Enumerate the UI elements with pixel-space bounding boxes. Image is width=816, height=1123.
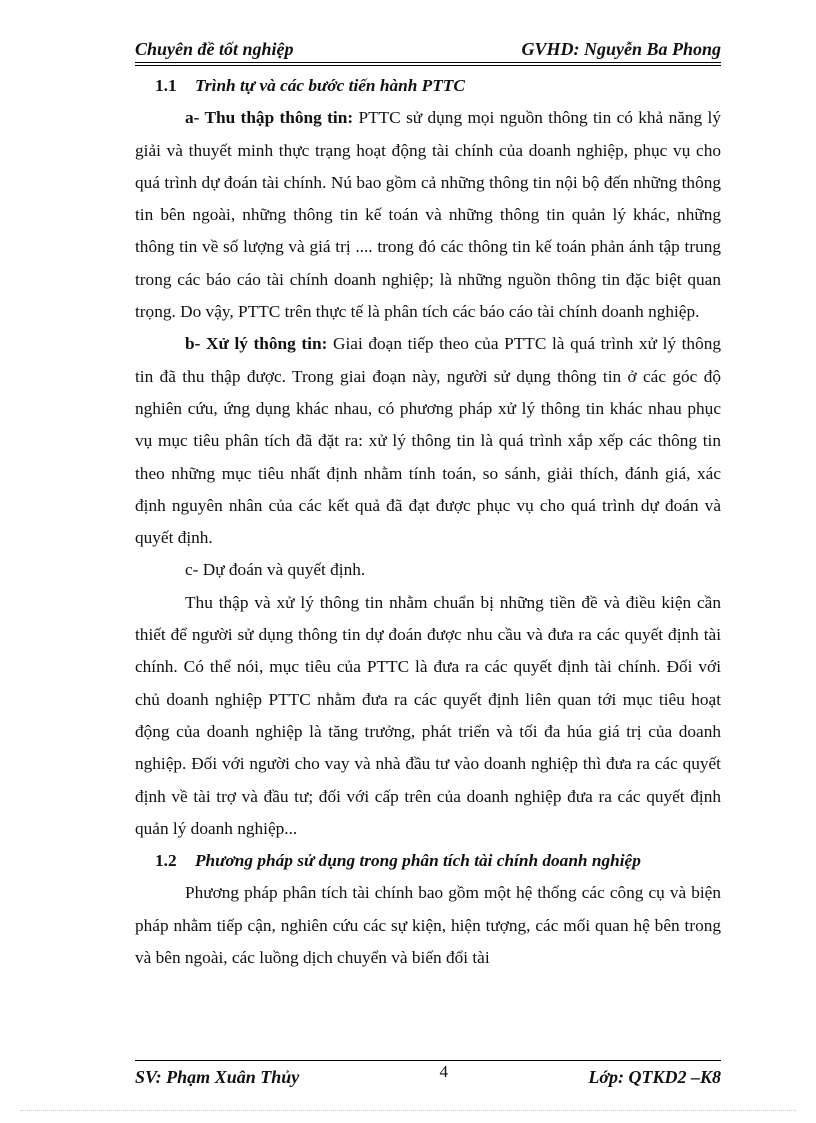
page-header	[135, 38, 721, 60]
paragraph-methods: Phương pháp phân tích tài chính bao gồm một hệ thống các công cụ và biện pháp nhằm tiếp cận, nghiên cứu các sự kiện, hiện tượng, các mối quan hệ bên trong và bên ngoài, các luồng dịch chuyển và biến đổi tài	[135, 883, 721, 968]
header-divider-thin	[135, 65, 721, 66]
footer-student: SV: Phạm Xuân Thủy	[135, 1067, 300, 1087]
section-title: Phương pháp sử dụng trong phân tích tài chính doanh nghiệp	[195, 851, 641, 871]
paragraph-forecast-body: Thu thập và xử lý thông tin nhằm chuẩn bị những tiền đề và điều kiện cần thiết để người sử dụng thông tin dự đoán được nhu cầu và đưa ra các quyết định tài chính. Có thể nói, mục tiêu của PTTC là đưa ra các quyết định tài chính. Đối với chủ doanh nghiệp PTTC nhằm đưa ra các quyết định liên quan tới mục tiêu hoạt động của doanh nghiệp là tăng trưởng, phát triển và tối đa húa giá trị của doanh nghiệp. Đối với người cho vay và nhà đầu tư vào doanh nghiệp thì đưa ra các quyết định về tài trợ và đầu tư; đối với cấp trên của doanh nghiệp đưa ra các quyết định quản lý doanh nghiệp...	[135, 592, 721, 838]
page-number: 4	[439, 1062, 449, 1081]
header-title: Chuyên đề tốt nghiệp	[135, 39, 294, 59]
section-title: Trình tự và các bước tiến hành PTTC	[195, 76, 465, 95]
paragraph-collect-info	[135, 102, 721, 328]
section-heading-1-2	[135, 845, 721, 877]
header-supervisor: GVHD: Nguyễn Ba Phong	[521, 39, 721, 59]
header-divider	[135, 62, 721, 63]
paragraph-text: PTTC sử dụng mọi nguồn thông tin có khả năng lý giải và thuyết minh thực trạng hoạt động tài chính của doanh nghiệp, phục vụ cho quá trình dự đoán tài chính. Nú bao gồm cả những thông tin nội bộ đến những thông tin bên ngoài, những thông tin kế toán và những thông tin quản lý khác, những thông tin về số lượng và giá trị .... trong đó các thông tin kế toán phản ánh tập trung trong các báo cáo tài chính doanh nghiệp; là những nguồn thông tin đặc biệt quan trọng. Do vậy, PTTC trên thực tế là phân tích các báo cáo tài chính doanh nghiệp.	[135, 108, 721, 322]
footer-class: Lớp: QTKD2 –K8	[588, 1067, 721, 1087]
paragraph-forecast-heading: c- Dự đoán và quyết định.	[185, 560, 366, 580]
paragraph-lead: a- Thu thập thông tin:	[185, 108, 354, 128]
page-footer	[135, 1064, 721, 1088]
section-number: 1.2	[155, 851, 177, 871]
section-number: 1.1	[155, 76, 177, 95]
section-heading-1-1	[135, 70, 721, 102]
paragraph-lead: b- Xử lý thông tin:	[185, 334, 328, 354]
document-body	[135, 70, 721, 974]
page-bottom-border	[20, 1110, 796, 1111]
paragraph-process-info	[135, 328, 721, 554]
paragraph-text: Giai đoạn tiếp theo của PTTC là quá trình xử lý thông tin đã thu thập được. Trong giai đoạn này, người sử dụng thông tin ở các góc độ nghiên cứu, ứng dụng khác nhau, có phương pháp xử lý thông tin khác nhau phục vụ mục tiêu phân tích đã đặt ra: xử lý thông tin là quá trình xắp xếp các thông tin theo những mục tiêu nhất định nhằm tính toán, so sánh, giải thích, đánh giá, xác định nguyên nhân của các kết quả đã đạt được phục vụ cho quá trình dự đoán và quyết định.	[135, 334, 721, 548]
footer-divider	[135, 1060, 721, 1061]
